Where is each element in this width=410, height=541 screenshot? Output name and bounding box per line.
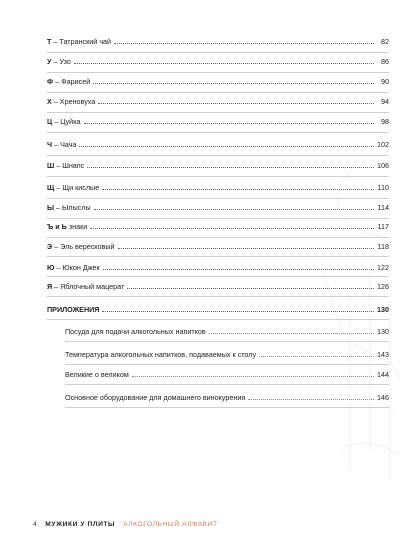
toc-entry-ch[interactable] — [47, 135, 389, 149]
toc-letter: Ы — [47, 203, 55, 212]
toc-title: Яблочный мацерат — [60, 282, 125, 291]
dot-leader — [103, 268, 374, 270]
page-footer — [33, 521, 218, 528]
dot-leader — [248, 398, 374, 400]
toc-page-number: 146 — [377, 393, 389, 402]
dot-leader — [98, 102, 374, 104]
toc-page-number: 144 — [377, 370, 389, 379]
row-divider — [47, 296, 389, 297]
toc-title: Узо — [59, 57, 71, 66]
toc-entry-f[interactable] — [47, 72, 389, 86]
toc-dash: – — [56, 183, 61, 192]
dot-leader — [90, 227, 374, 229]
footer-book-title: МУЖИКИ У ПЛИТЫ — [45, 521, 116, 528]
dot-leader — [114, 42, 374, 44]
toc-title: Фарисей — [61, 77, 91, 86]
footer-page-number: 4 — [33, 521, 38, 528]
toc-title: Основное оборудование для домашнего винокурения — [65, 393, 246, 402]
toc-entry-ya[interactable] — [47, 277, 389, 291]
dot-leader — [79, 145, 374, 147]
row-divider — [47, 319, 389, 320]
toc-page-number: 143 — [377, 350, 389, 359]
dot-leader — [127, 287, 374, 289]
toc-page-number: 82 — [381, 37, 389, 46]
toc-page-number: 130 — [377, 327, 389, 336]
toc-letter: У — [47, 57, 52, 66]
toc-dash: – — [56, 263, 61, 272]
toc-title: знаки — [68, 222, 88, 231]
row-divider — [65, 384, 389, 385]
dot-leader — [132, 375, 374, 377]
row-divider — [65, 341, 389, 342]
toc-title: Великие о великом — [65, 370, 129, 379]
row-divider — [47, 176, 389, 177]
dot-leader — [87, 166, 374, 168]
toc-letter: Ч — [47, 140, 53, 149]
toc-page-number: 114 — [377, 203, 389, 212]
toc-entry-t[interactable] — [47, 32, 389, 46]
toc-dash: – — [54, 117, 59, 126]
dot-leader — [209, 332, 374, 334]
toc-page-number: 86 — [381, 57, 389, 66]
dot-leader — [74, 62, 374, 64]
toc-entry-kh[interactable] — [47, 92, 389, 106]
toc-page-number: 117 — [377, 222, 389, 231]
toc-page-number: 98 — [381, 117, 389, 126]
toc-section-appendix[interactable] — [47, 300, 389, 314]
toc-dash: – — [55, 77, 60, 86]
toc-dash: – — [53, 37, 58, 46]
toc-subentry[interactable] — [65, 365, 389, 379]
toc-letter: Т — [47, 37, 52, 46]
toc-title: Хреновуха — [59, 97, 96, 106]
toc-letter: Ц — [47, 117, 53, 126]
toc-subentry[interactable] — [65, 388, 389, 402]
row-divider — [47, 256, 389, 257]
toc-letter: Ф — [47, 77, 54, 86]
toc-letter: Я — [47, 282, 53, 291]
toc-dash: – — [56, 161, 61, 170]
toc-title: Ылыслы — [62, 203, 91, 212]
toc-title: Щи кислые — [62, 183, 100, 192]
toc-page-number: 126 — [377, 282, 389, 291]
dot-leader — [118, 247, 374, 249]
dot-leader — [102, 310, 374, 312]
row-divider — [65, 407, 389, 408]
toc-letter: Ш — [47, 161, 55, 170]
toc-page-number: 90 — [381, 77, 389, 86]
toc-letter: Щ — [47, 183, 55, 192]
toc-entry-signs[interactable] — [47, 217, 389, 231]
toc-title: Посуда для подачи алкогольных напитков — [65, 327, 206, 336]
toc-letter: Х — [47, 97, 52, 106]
toc-title: Юкон Джек — [62, 263, 100, 272]
dot-leader — [93, 82, 374, 84]
dot-leader — [84, 122, 375, 124]
toc-letter: Ъ и Ь — [47, 222, 67, 231]
toc-entry-y[interactable] — [47, 198, 389, 212]
toc-page-number: 118 — [377, 242, 389, 251]
toc-dash: – — [53, 97, 58, 106]
toc-section-title: ПРИЛОЖЕНИЯ — [47, 305, 100, 314]
dot-leader — [102, 188, 374, 190]
toc-page-number: 102 — [377, 140, 389, 149]
toc-page-number: 122 — [377, 263, 389, 272]
toc-title: Чача — [60, 140, 77, 149]
toc-dash: – — [54, 242, 59, 251]
toc-entry-ts[interactable] — [47, 112, 389, 126]
toc-letter: Э — [47, 242, 53, 251]
toc-subentry[interactable] — [65, 345, 389, 359]
toc-dash: – — [54, 140, 59, 149]
toc-dash: – — [53, 57, 58, 66]
toc-dash: – — [56, 203, 61, 212]
toc-entry-e[interactable] — [47, 237, 389, 251]
toc-title: Цуйка — [60, 117, 81, 126]
footer-section-name: АЛКОГОЛЬНЫЙ АЛФАВИТ — [123, 521, 218, 528]
toc-dash: – — [54, 282, 59, 291]
toc-page-number: 110 — [377, 183, 389, 192]
toc-page-number: 130 — [377, 305, 389, 314]
toc-entry-sh[interactable] — [47, 156, 389, 170]
toc-page-number: 106 — [377, 161, 389, 170]
toc-entry-u[interactable] — [47, 52, 389, 66]
toc-entry-shch[interactable] — [47, 178, 389, 192]
toc-letter: Ю — [47, 263, 55, 272]
row-divider — [47, 132, 389, 133]
toc-title: Шнапс — [62, 161, 85, 170]
toc-page-number: 94 — [381, 97, 389, 106]
dot-leader — [259, 355, 374, 357]
toc-title: Температура алкогольных напитков, подаваемых к столу — [65, 350, 257, 359]
toc-entry-yu[interactable] — [47, 258, 389, 272]
toc-title: Татранский чай — [59, 37, 112, 46]
dot-leader — [94, 208, 374, 210]
toc-title: Эль вересковый — [60, 242, 115, 251]
toc-subentry[interactable] — [65, 322, 389, 336]
